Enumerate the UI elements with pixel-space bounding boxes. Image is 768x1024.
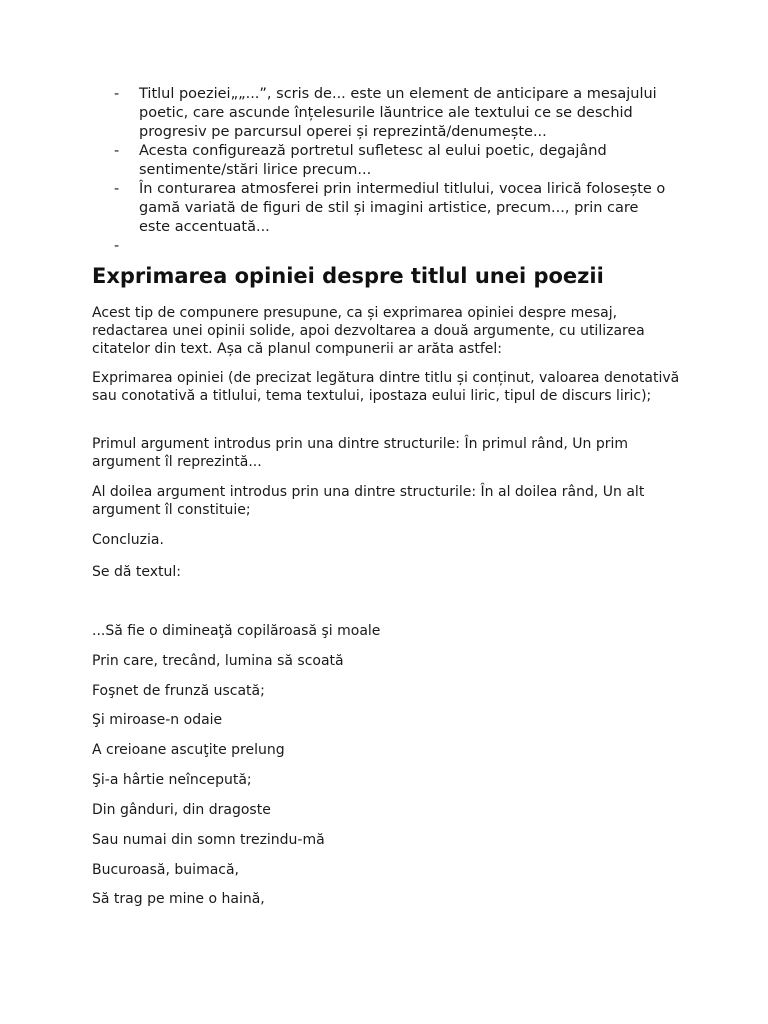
given-text-label: Se dă textul: [92,564,181,580]
poem-line: Prin care, trecând, lumina să scoată [92,653,344,669]
bullet-text [139,238,144,254]
plan-opinion-paragraph: Exprimarea opiniei (de precizat legătura dintre titlu și conținut, valoarea denotativă sau conotativă a titlului, tema textului, ipostaza eului liric, tipul de discurs liric); [92,370,680,404]
poem-line: Din gânduri, din dragoste [92,802,271,818]
bullet-dash: - [114,181,120,197]
poem-line: Foşnet de frunză uscată; [92,683,265,699]
bullet-text: În conturarea atmosferei prin intermediul titlului, vocea lirică folosește o gamă variată de figuri de stil și imagini artistice, precum..., prin care este accentuată... [139,181,666,235]
bullet-dash: - [114,238,120,254]
bullet-text: Titlul poeziei„„...”, scris de... este un element de anticipare a mesajului poetic, care ascunde înțelesurile lăuntrice ale textului ce se deschid progresiv pe parcursul operei și reprezintă/denumește... [139,86,657,140]
plan-conclusion-paragraph: Concluzia. [92,532,164,548]
poem-line: A creioane ascuţite prelung [92,742,285,758]
plan-argument-one-paragraph: Primul argument introdus prin una dintre structurile: În primul rând, Un prim argument îl reprezintă... [92,436,629,470]
poem-line: Sau numai din somn trezindu-mă [92,832,325,848]
poem-line: Bucuroasă, buimacă, [92,862,240,878]
poem-line: Şi miroase-n odaie [92,712,223,728]
poem-line: ...Să fie o dimineaţă copilăroasă şi moale [92,623,381,639]
plan-argument-two-paragraph: Al doilea argument introdus prin una dintre structurile: În al doilea rând, Un alt argument îl constituie; [92,484,645,518]
poem-line: Să trag pe mine o haină, [92,891,265,907]
bullet-item [114,85,674,142]
bullet-text: Acesta configurează portretul sufletesc al eului poetic, degajând sentimente/stări lirice precum... [139,143,607,178]
section-heading: Exprimarea opiniei despre titlul unei poezii [92,264,604,288]
bullet-dash: - [114,86,120,102]
bullet-item [114,237,674,256]
bullet-dash: - [114,143,120,159]
bullet-item [114,142,674,180]
poem-line: Şi-a hârtie neîncepută; [92,772,252,788]
bullet-list [114,85,674,256]
bullet-item [114,180,674,237]
intro-paragraph: Acest tip de compunere presupune, ca și exprimarea opiniei despre mesaj, redactarea unei opinii solide, apoi dezvoltarea a două argumente, cu utilizarea citatelor din text. Așa că planul compunerii ar arăta astfel: [92,305,645,357]
